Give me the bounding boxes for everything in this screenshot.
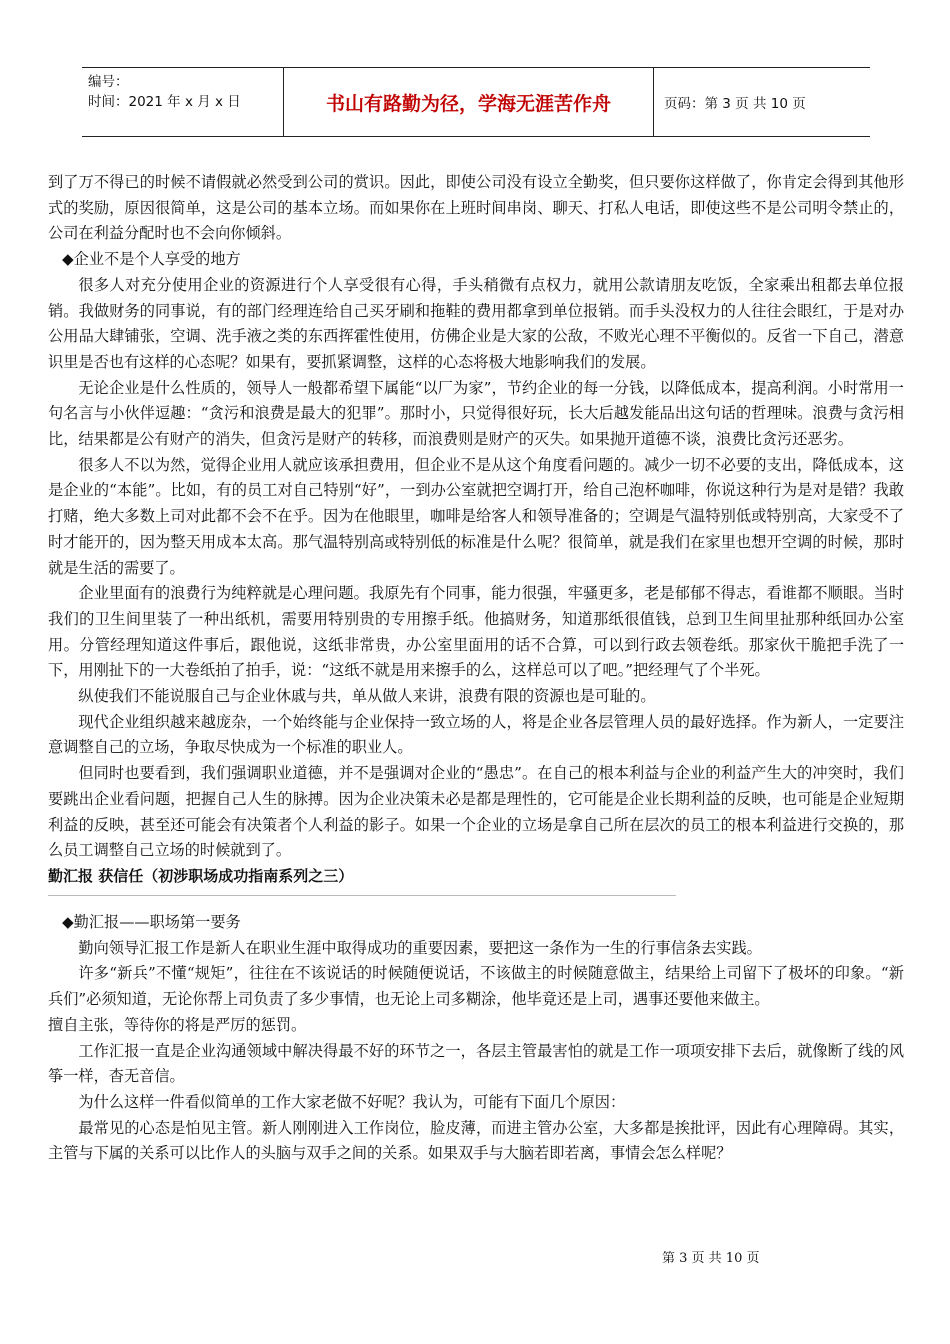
paragraph: 纵使我们不能说服自己与企业休戚与共，单从做人来讲，浪费有限的资源也是可耻的。 bbox=[78, 687, 656, 706]
paragraph: 工作汇报一直是企业沟通领域中解决得最不好的环节之一，各层主管最害怕的就是工作一项项安排下去后，就像断了线的风筝一样，杳无音信。 bbox=[48, 1041, 904, 1086]
paragraph: 现代企业组织越来越庞杂，一个始终能与企业保持一致立场的人，将是企业各层管理人员的最好选择。作为新人，一定要注意调整自己的立场，争取尽快成为一个标准的职业人。 bbox=[48, 712, 904, 757]
paragraph: 许多“新兵”不懂“规矩”，往往在不该说话的时候随便说话，不该做主的时候随意做主，结果给上司留下了极坏的印象。“新兵们”必须知道，无论你帮上司负责了多少事情，也无论上司多糊涂，他毕竟还是上司，遇事还要他来做主。 bbox=[48, 964, 904, 1009]
page-footer: 第 3 页 共 10 页 bbox=[662, 1251, 760, 1266]
bullet-heading: ◆企业不是个人享受的地方 bbox=[62, 250, 241, 269]
paragraph: 到了万不得已的时候不请假就必然受到公司的赏识。因此，即使公司没有设立全勤奖，但只要你这样做了，你肯定会得到其他形式的奖励，原因很简单，这是公司的基本立场。而如果你在上班时间串岗、聊天、打私人电话，即使这些不是公司明令禁止的，公司在利益分配时也不会向你倾斜。 bbox=[48, 173, 904, 243]
header-info-cell bbox=[82, 68, 284, 136]
section-title: 勤汇报 获信任（初涉职场成功指南系列之三） bbox=[48, 866, 354, 885]
paragraph: 很多人不以为然，觉得企业用人就应该承担费用，但企业不是从这个角度看问题的。减少一切不必要的支出，降低成本，这是企业的“本能”。比如，有的员工对自己特别“好”，一到办公室就把空调打开，给自己泡杯咖啡，你说这种行为是对是错？我敢打赌，绝大多数上司对此都不会不在乎。因为在他眼里，咖啡是给客人和领导准备的；空调是气温特别低或特别高，大家受不了时才能开的，因为整天用成本太高。那气温特别高或特别低的标准是什么呢？很简单，就是我们在家里也想开空调的时候，那时就是生活的需要了。 bbox=[48, 455, 904, 577]
section-divider bbox=[48, 895, 676, 896]
paragraph: 擅自主张，等待你的将是严厉的惩罚。 bbox=[48, 1015, 307, 1034]
document-date-label: 时间：2021 年 x 月 x 日 bbox=[88, 94, 241, 110]
paragraph: 企业里面有的浪费行为纯粹就是心理问题。我原先有个同事，能力很强，牢骚更多，老是郁郁不得志，看谁都不顺眼。当时我们的卫生间里装了一种出纸机，需要用特别贵的专用擦手纸。他搞财务，知道那纸很值钱，总到卫生间里扯那种纸回办公室用。分管经理知道这件事后，跟他说，这纸非常贵，办公室里面用的话不合算，可以到行政去领卷纸。那家伙干脆把手洗了一下，用刚扯下的一大卷纸拍了拍手，说：“这纸不就是用来擦手的么，这样总可以了吧。”把经理气了个半死。 bbox=[48, 584, 904, 680]
bullet-heading: ◆勤汇报——职场第一要务 bbox=[62, 912, 241, 931]
paragraph: 勤向领导汇报工作是新人在职业生涯中取得成功的重要因素，要把这一条作为一生的行事信条去实践。 bbox=[78, 938, 762, 957]
header-motto: 书山有路勤为径，学海无涯苦作舟 bbox=[284, 68, 654, 136]
document-body bbox=[48, 170, 904, 1167]
document-number-label: 编号： bbox=[88, 74, 129, 90]
header-page-number: 页码：第 3 页 共 10 页 bbox=[664, 96, 806, 112]
paragraph: 最常见的心态是怕见主管。新人刚刚进入工作岗位，脸皮薄，而进主管办公室，大多都是挨批评，因此有心理障碍。其实，主管与下属的关系可以比作人的头脑与双手之间的关系。如果双手与大脑若即若离，事情会怎么样呢？ bbox=[48, 1118, 904, 1163]
page-header bbox=[82, 67, 870, 137]
paragraph: 无论企业是什么性质的，领导人一般都希望下属能“以厂为家”，节约企业的每一分钱，以降低成本，提高利润。小时常用一句名言与小伙伴逗趣：“贪污和浪费是最大的犯罪”。那时小，只觉得很好玩，长大后越发能品出这句话的哲理味。浪费与贪污相比，结果都是公有财产的消失，但贪污是财产的转移，而浪费则是财产的灭失。如果抛开道德不谈，浪费比贪污还恶劣。 bbox=[48, 378, 904, 449]
paragraph: 但同时也要看到，我们强调职业道德，并不是强调对企业的“愚忠”。在自己的根本利益与企业的利益产生大的冲突时，我们要跳出企业看问题，把握自己人生的脉搏。因为企业决策未必是都是理性的，它可能是企业长期利益的反映，也可能是企业短期利益的反映，甚至还可能会有决策者个人利益的影子。如果一个企业的立场是拿自己所在层次的员工的根本利益进行交换的，那么员工调整自己立场的时候就到了。 bbox=[48, 764, 904, 860]
paragraph: 为什么这样一件看似简单的工作大家老做不好呢？我认为，可能有下面几个原因： bbox=[78, 1092, 626, 1111]
paragraph: 很多人对充分使用企业的资源进行个人享受很有心得，手头稍微有点权力，就用公款请朋友吃饭，全家乘出租都去单位报销。我做财务的同事说，有的部门经理连给自己买牙刷和拖鞋的费用都拿到单位报销。而手头没权力的人往往会眼红，于是对办公用品大肆铺张，空调、洗手液之类的东西挥霍性使用，仿佛企业是大家的公敌，不败光心理不平衡似的。反省一下自己，潜意识里是否也有这样的心态呢？如果有，要抓紧调整，这样的心态将极大地影响我们的发展。 bbox=[48, 275, 904, 371]
